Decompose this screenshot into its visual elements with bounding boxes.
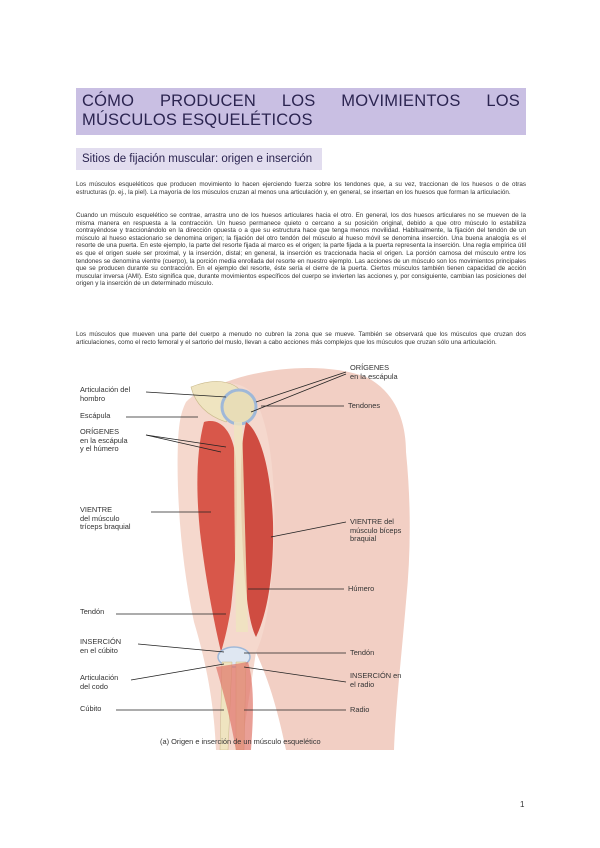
page-number: 1 xyxy=(520,800,525,809)
label-shoulder-joint: Articulación del hombro xyxy=(80,385,131,403)
label-tendon-left: Tendón xyxy=(80,607,105,616)
label-tendons: Tendones xyxy=(348,401,381,410)
label-humerus: Húmero xyxy=(348,584,375,593)
arm-illustration xyxy=(76,362,526,750)
section-subtitle: Sitios de fijación muscular: origen e inserción xyxy=(82,153,313,165)
label-origins-scapula: ORÍGENES en la escápula xyxy=(350,363,398,381)
label-insertion-ulna: INSERCIÓN en el cúbito xyxy=(80,637,122,655)
humerus-head xyxy=(222,390,256,424)
label-ulna: Cúbito xyxy=(80,704,102,713)
page-title: CÓMO PRODUCEN LOS MOVIMIENTOS LOS MÚSCULOS ESQUELÉTICOS xyxy=(82,92,520,129)
subtitle-banner xyxy=(76,148,322,170)
label-origins-scapula-humerus: ORÍGENES en la escápula y el húmero xyxy=(80,427,128,454)
label-elbow-joint: Articulación del codo xyxy=(80,673,119,691)
label-tendon-right: Tendón xyxy=(350,648,375,657)
label-biceps-belly: VIENTRE del músculo bíceps braquial xyxy=(350,517,402,544)
title-banner xyxy=(76,88,526,135)
label-radius: Radio xyxy=(350,705,370,714)
label-triceps-belly: VIENTRE del músculo tríceps braquial xyxy=(80,505,131,532)
anatomy-figure xyxy=(76,362,526,750)
figure-caption: (a) Origen e inserción de un músculo esquelético xyxy=(160,737,321,746)
label-scapula: Escápula xyxy=(80,411,111,420)
label-insertion-radius: INSERCIÓN en el radio xyxy=(350,671,402,689)
paragraph-3: Los músculos que mueven una parte del cuerpo a menudo no cubren la zona que se mueve. También se observará que los músculos que cruzan dos articulaciones, como el recto femoral y el sartorio del muslo, llevan a cabo acciones más complejos que los músculos que cruzan sólo una articulación. xyxy=(76,331,526,346)
paragraph-2: Cuando un músculo esquelético se contrae, arrastra uno de los huesos articulares hacia el otro. En general, los dos huesos articulares no se mueven de la misma manera en respuesta a la contracción. Un hueso permanece quieto o cercano a su posición original, debido a que otro músculo lo estabiliza contrayéndose y traccionándolo en la dirección opuesta o a que su estructura hace que tenga menos movilidad. Habitualmente, la fijación del tendón de un músculo al hueso estacionario se denomina origen; la fijación del otro tendón del músculo al hueso móvil se denomina inserción. Una buena analogía es el resorte de una puerta. En este ejemplo, la parte del resorte fijada al marco es el origen; la parte fijada a la puerta representa la inserción. Una regla empírica útil es que el origen suele ser proximal, y la inserción, distal; en general, la inserción es traccionada hacia el origen. La porción carnosa del músculo entre los tendones se denomina vientre (cuerpo), la porción media enrollada del resorte en nuestro ejemplo. Las acciones de un músculo son los movimientos principales que se producen durante su contracción. En el ejemplo del resorte, éste sería el cierre de la puerta. Ciertos músculos también tienen capacidad de acción muscular inversa (AMI). Esto significa que, durante movimientos específicos del cuerpo se invierten las acciones y, por consiguiente, cambian las posiciones del origen y la inserción de un determinado músculo. xyxy=(76,212,526,288)
paragraph-1: Los músculos esqueléticos que producen movimiento lo hacen ejerciendo fuerza sobre los tendones que, a su vez, traccionan de los huesos o de otras estructuras (p. ej., la piel). La mayoría de los músculos cruzan al menos una articulación y, en general, se insertan en los huesos que forman la articulación. xyxy=(76,181,526,196)
